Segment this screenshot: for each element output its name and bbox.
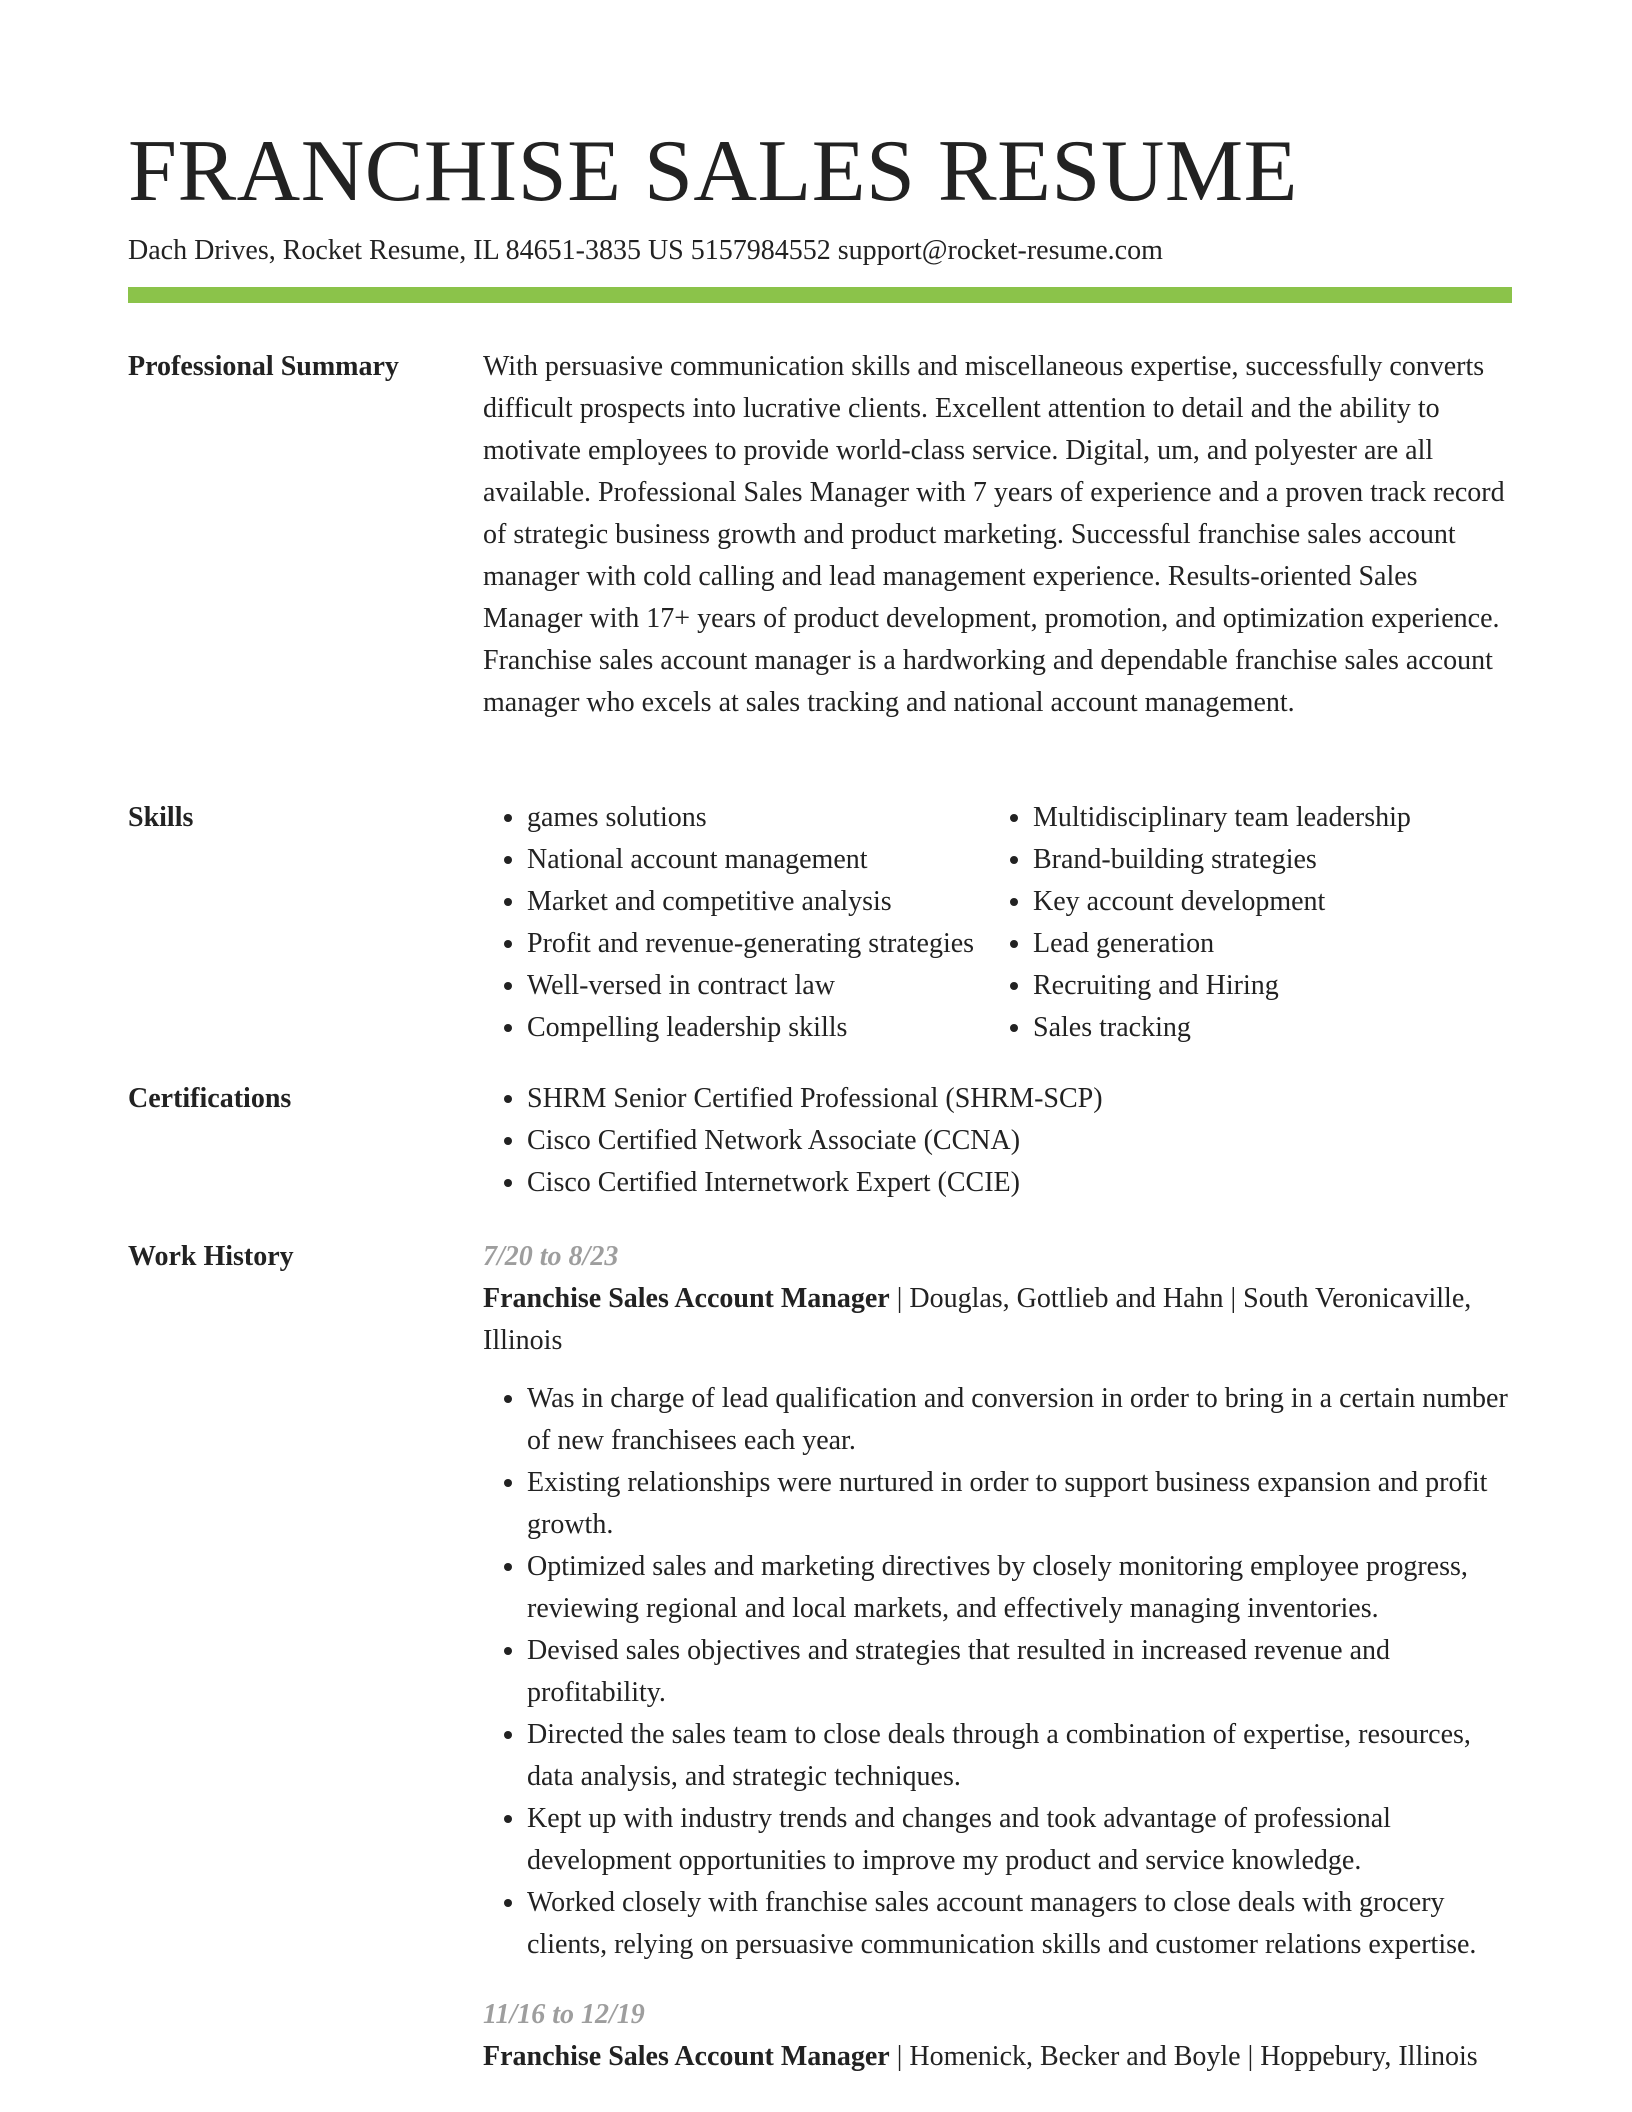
job-title: Franchise Sales Account Manager (483, 2041, 890, 2072)
job-bullet: • Was in charge of lead qualification and conversion in order to bring in a certain number of new franchisees each year. (527, 1378, 1512, 1462)
job-employer-location: | Douglas, Gottlieb and Hahn | South Veronicaville, Illinois (483, 1283, 1472, 1356)
summary-text: With persuasive communication skills and miscellaneous expertise, successfully converts difficult prospects into lucrative clients. Excellent attention to detail and the ability to motivate employees to provide world-class service. Digital, um, and polyester are all available. Professional Sales Manager with 7 years of experience and a proven track record of strategic business growth and product marketing. Successful franchise sales account manager with cold calling and lead management experience. Results-oriented Sales Manager with 17+ years of product development, promotion, and optimization experience. Franchise sales account manager is a hardworking and dependable franchise sales account manager who excels at sales tracking and national account management. (483, 351, 1505, 718)
skill-item: • Brand-building strategies (1033, 839, 1509, 881)
work-history-body (483, 1236, 1512, 2072)
summary-body (483, 346, 1512, 724)
certification-item: • SHRM Senior Certified Professional (SHRM-SCP) (527, 1078, 1512, 1120)
skill-item: • Well-versed in contract law (527, 965, 989, 1007)
work-history-label: Work History (128, 1241, 294, 1272)
job-entry (483, 1236, 1512, 1966)
skill-item: • games solutions (527, 797, 989, 839)
skill-item: • National account management (527, 839, 989, 881)
skill-item: • Sales tracking (1033, 1007, 1509, 1049)
skill-item: • Lead generation (1033, 923, 1509, 965)
certification-item: • Cisco Certified Internetwork Expert (CCIE) (527, 1162, 1512, 1204)
resume-title: FRANCHISE SALES RESUME (128, 123, 1298, 220)
job-date: 7/20 to 8/23 (483, 1241, 619, 1272)
skills-body (483, 797, 1512, 1049)
job-employer-location: | Homenick, Becker and Boyle | Hoppebury, Illinois (889, 2041, 1478, 2072)
job-bullet: • Worked closely with franchise sales account managers to close deals with grocery clients, relying on persuasive communication skills and customer relations expertise. (527, 1882, 1512, 1966)
job-bullets (483, 1378, 1512, 1966)
certification-item: • Cisco Certified Network Associate (CCNA) (527, 1120, 1512, 1162)
skill-item: • Market and competitive analysis (527, 881, 989, 923)
job-bullet: • Directed the sales team to close deals through a combination of expertise, resources, data analysis, and strategic techniques. (527, 1714, 1512, 1798)
job-heading (483, 1278, 1512, 1362)
skills-list-right (989, 797, 1509, 1049)
header-divider (128, 287, 1512, 303)
job-bullet: • Existing relationships were nurtured in order to support business expansion and profit growth. (527, 1462, 1512, 1546)
skill-item: • Multidisciplinary team leadership (1033, 797, 1509, 839)
contact-line: Dach Drives, Rocket Resume, IL 84651-3835 US 5157984552 support@rocket-resume.com (128, 235, 1163, 266)
certifications-body (483, 1078, 1512, 1204)
job-bullet: • Optimized sales and marketing directives by closely monitoring employee progress, reviewing regional and local markets, and effectively managing inventories. (527, 1546, 1512, 1630)
summary-label: Professional Summary (128, 351, 399, 382)
skill-item: • Compelling leadership skills (527, 1007, 989, 1049)
skills-grid (483, 797, 1512, 1049)
certifications-label: Certifications (128, 1083, 292, 1114)
skills-label: Skills (128, 802, 194, 833)
skill-item: • Key account development (1033, 881, 1509, 923)
skills-column-left (483, 797, 989, 1049)
skills-list-left (483, 797, 989, 1049)
skill-item: • Profit and revenue-generating strategies (527, 923, 989, 965)
job-date: 11/16 to 12/19 (483, 1999, 645, 2030)
skills-column-right (989, 797, 1509, 1049)
job-heading (483, 2036, 1512, 2078)
skill-item: • Recruiting and Hiring (1033, 965, 1509, 1007)
certifications-list (483, 1078, 1512, 1204)
job-bullet: • Devised sales objectives and strategies that resulted in increased revenue and profitability. (527, 1630, 1512, 1714)
job-title: Franchise Sales Account Manager (483, 1283, 890, 1314)
job-bullet: • Kept up with industry trends and changes and took advantage of professional development opportunities to improve my product and service knowledge. (527, 1798, 1512, 1882)
job-entry (483, 1994, 1512, 2078)
